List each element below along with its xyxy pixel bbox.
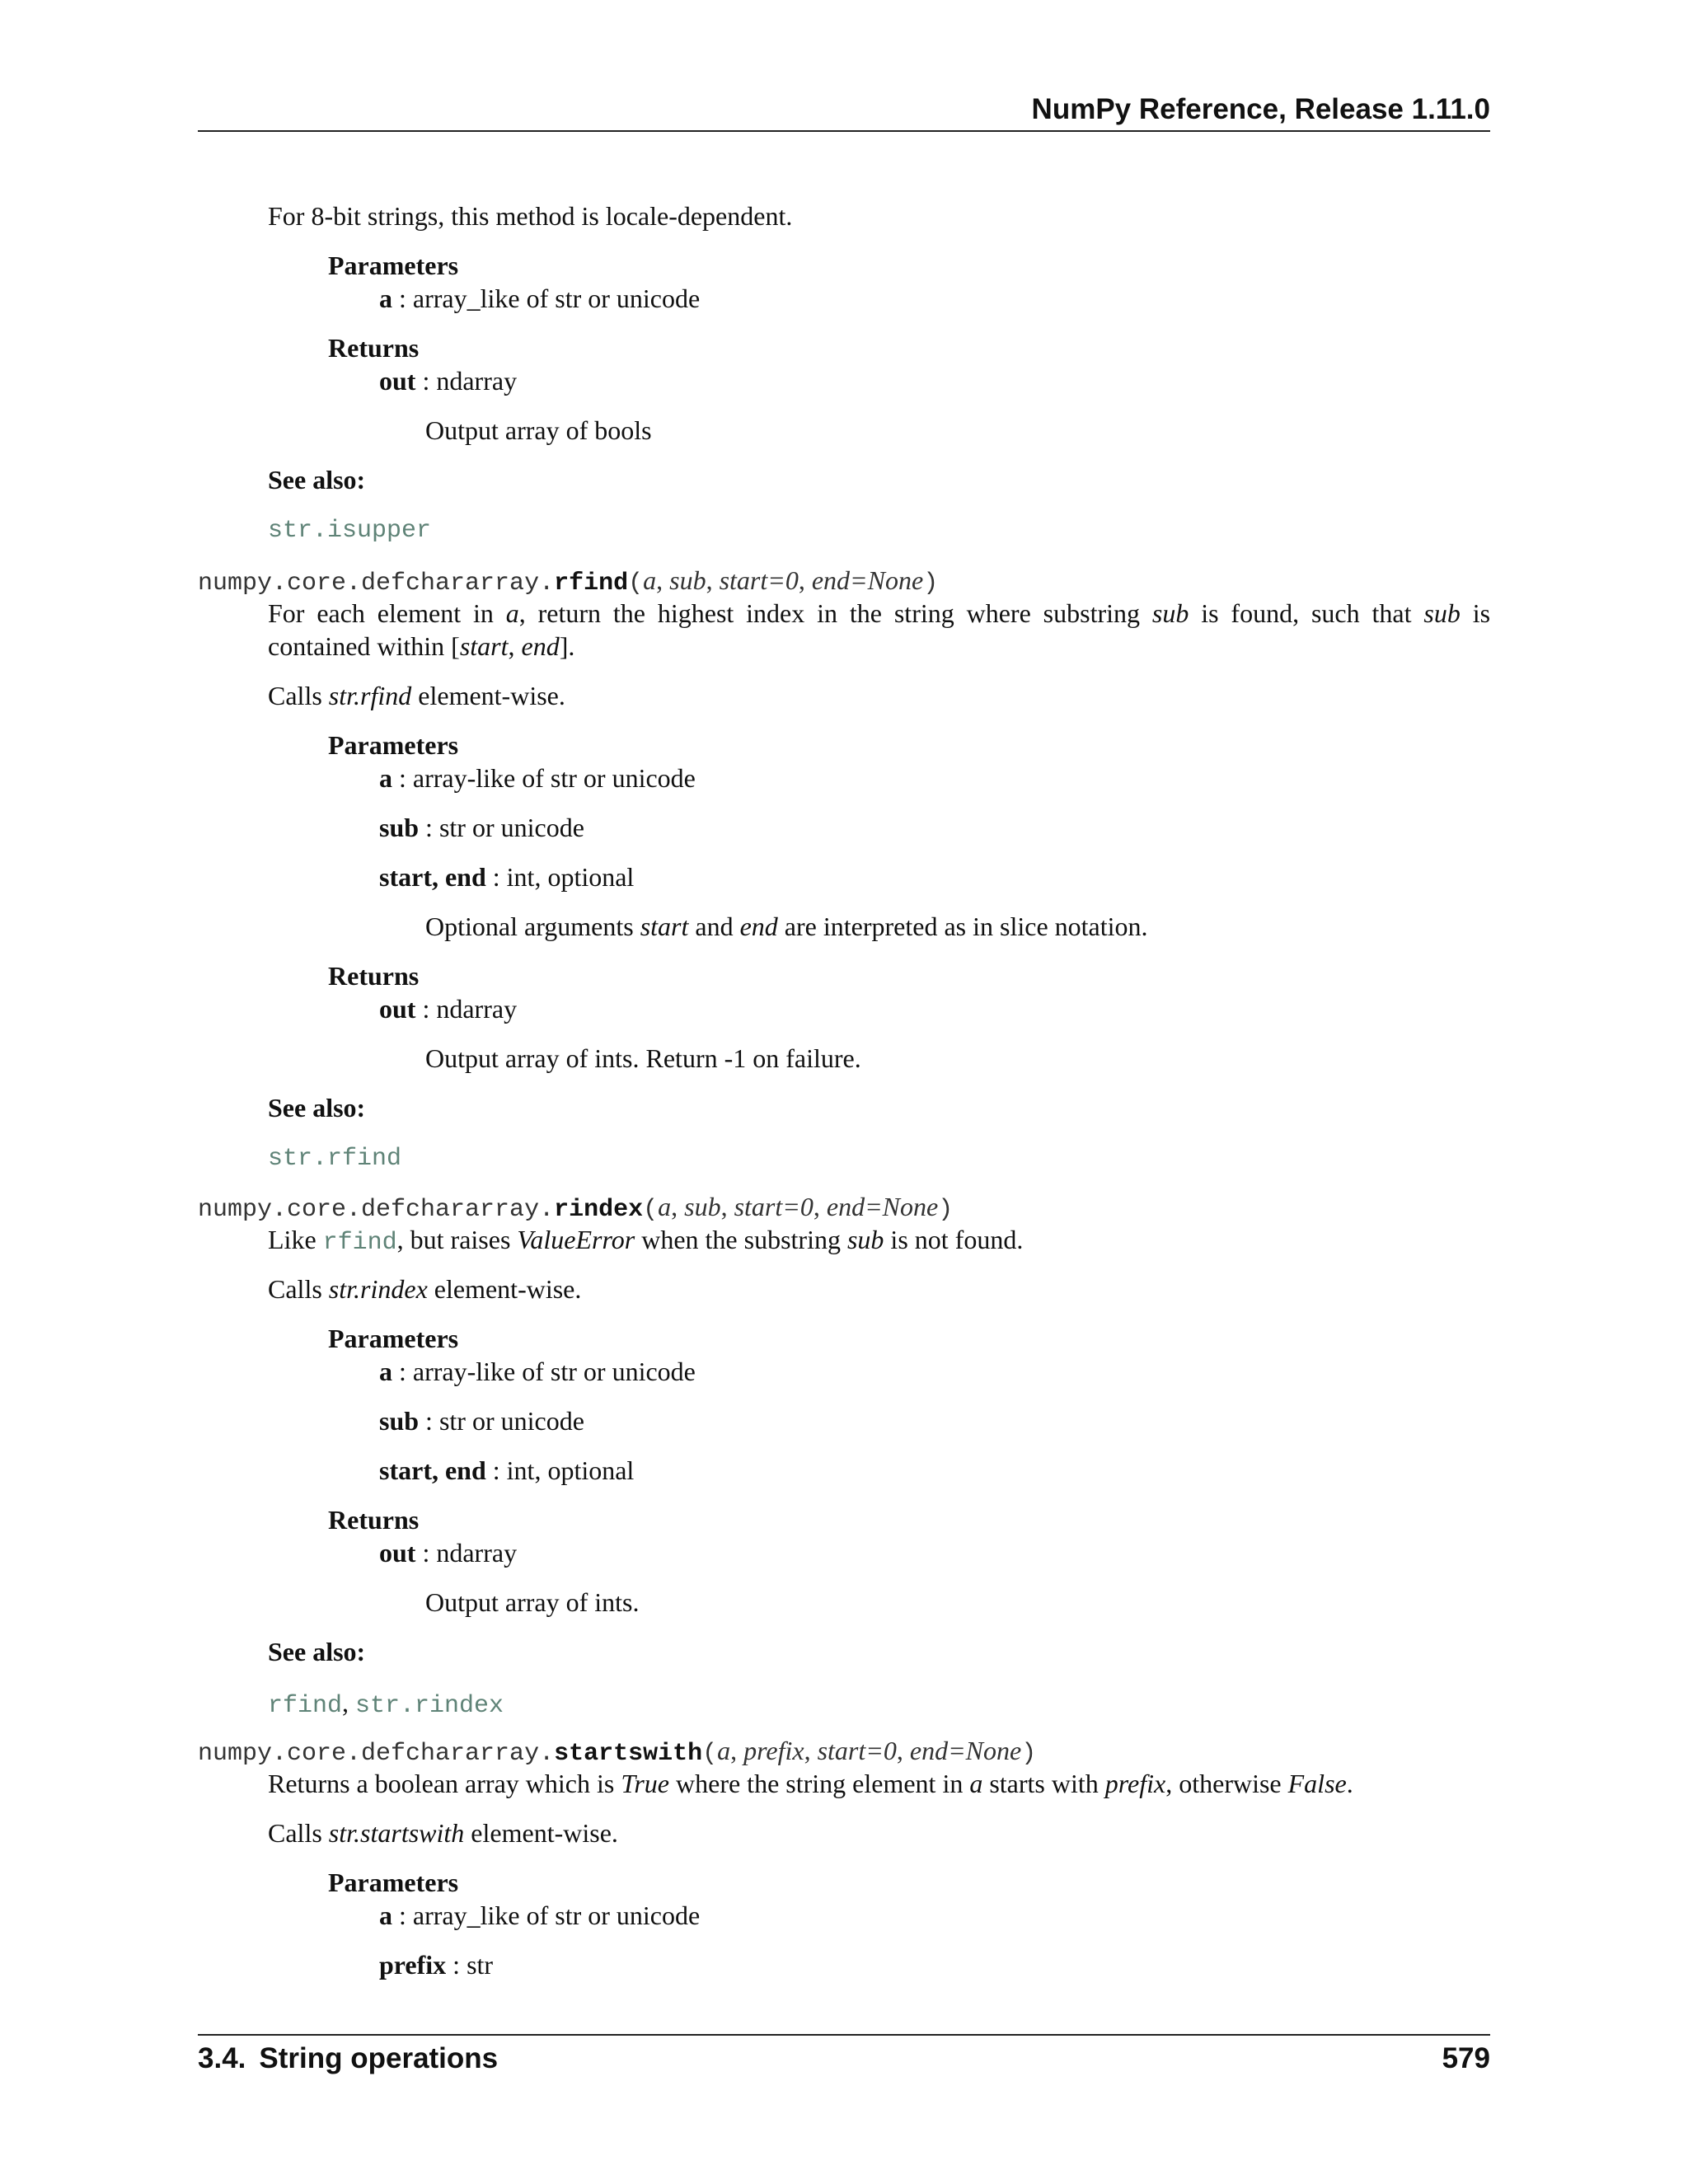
footer-section [198, 2042, 498, 2075]
footer-section-title: String operations [259, 2042, 499, 2074]
parameters-heading: Parameters [328, 1868, 459, 1897]
locale-note: For 8-bit strings, this method is locale-dependent. [268, 201, 793, 231]
signature-function-name: startswith [554, 1740, 703, 1768]
parameters-heading: Parameters [328, 1324, 459, 1353]
footer-section-number: 3.4. [198, 2042, 246, 2074]
param-type: array_like of str or unicode [412, 284, 701, 313]
param-a: a : array-like of str or unicode [379, 1357, 696, 1386]
return-out: out : ndarray [379, 994, 518, 1024]
param-start-end: start, end : int, optional [379, 1455, 635, 1485]
see-also-heading: See also: [268, 1637, 366, 1666]
rfind-link[interactable]: rfind [322, 1229, 397, 1257]
returns-heading: Returns [328, 1505, 420, 1535]
param-start-end-description: Optional arguments start and end are interpreted as in slice notation. [425, 912, 1148, 941]
startswith-calls: Calls str.startswith element-wise. [268, 1818, 618, 1848]
see-also-link-rfind[interactable]: rfind [268, 1692, 343, 1720]
return-description: Output array of ints. Return -1 on failure. [425, 1043, 861, 1073]
signature-function-name: rfind [554, 569, 629, 598]
rfind-signature: numpy.core.defchararray.rfind(a, sub, start=0, end=None) [198, 565, 939, 598]
returns-heading: Returns [328, 333, 420, 363]
parameters-heading: Parameters [328, 251, 459, 280]
rfind-description-line2: contained within [start, end]. [268, 631, 575, 661]
return-description: Output array of bools [425, 415, 652, 445]
rindex-calls: Calls str.rindex element-wise. [268, 1274, 582, 1304]
see-also-heading: See also: [268, 465, 366, 494]
rfind-description-line1: For each element in a, return the highest index in the string where substring sub is found, such that sub is [268, 598, 1491, 628]
startswith-signature: numpy.core.defchararray.startswith(a, prefix, start=0, end=None) [198, 1736, 1037, 1768]
param-prefix: prefix : str [379, 1950, 494, 1980]
see-also-link-str-rindex[interactable]: str.rindex [355, 1692, 504, 1720]
signature-arg: a [643, 565, 657, 595]
param-a: a : array_like of str or unicode [379, 1900, 701, 1930]
param-a: a : array-like of str or unicode [379, 763, 696, 793]
parameters-heading: Parameters [328, 730, 459, 760]
see-also-link-str-rfind[interactable]: str.rfind [268, 1145, 402, 1173]
page-header-title: NumPy Reference, Release 1.11.0 [1031, 93, 1490, 125]
param-start-end: start, end : int, optional [379, 862, 635, 892]
footer-rule [198, 2034, 1490, 2036]
see-also-heading: See also: [268, 1093, 366, 1122]
startswith-description: Returns a boolean array which is True where the string element in a starts with prefix, otherwise False. [268, 1769, 1353, 1798]
page-number: 579 [1442, 2042, 1490, 2074]
param-name: a [379, 284, 392, 313]
see-also-links: rfind, str.rindex [268, 1688, 504, 1720]
return-out: out : ndarray [379, 1538, 518, 1568]
signature-arg: end=None [811, 565, 924, 595]
signature-arg: sub [669, 565, 706, 595]
param-sub: sub : str or unicode [379, 813, 584, 842]
see-also-link-str-isupper[interactable]: str.isupper [268, 517, 432, 545]
param-a: a : array_like of str or unicode [379, 284, 701, 313]
rfind-calls: Calls str.rfind element-wise. [268, 681, 565, 710]
rindex-description: Like rfind, but raises ValueError when the substring sub is not found. [268, 1225, 1024, 1257]
signature-arg: start=0 [719, 565, 799, 595]
param-sub: sub : str or unicode [379, 1406, 584, 1436]
return-type: ndarray [436, 366, 518, 396]
return-name: out [379, 366, 416, 396]
return-out: out : ndarray [379, 366, 518, 396]
returns-heading: Returns [328, 961, 420, 991]
signature-function-name: rindex [554, 1196, 644, 1224]
rindex-signature: numpy.core.defchararray.rindex(a, sub, start=0, end=None) [198, 1192, 954, 1224]
header-rule [198, 130, 1490, 132]
signature-prefix: numpy.core.defchararray. [198, 569, 555, 598]
return-description: Output array of ints. [425, 1587, 640, 1617]
